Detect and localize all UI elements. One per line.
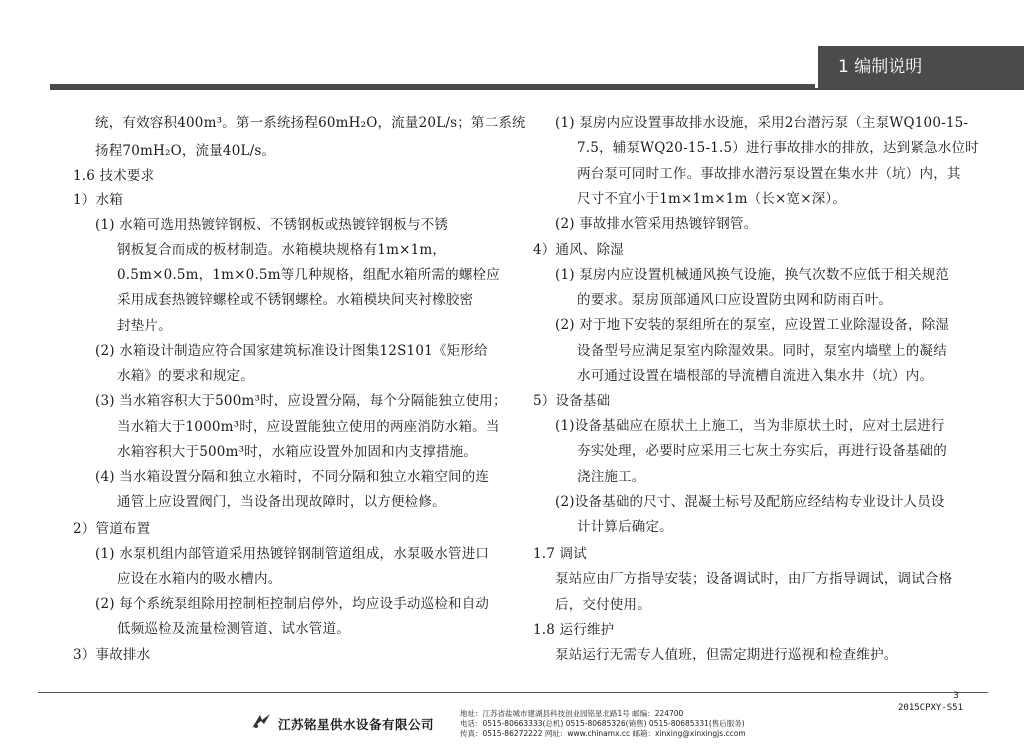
footer-address: 地址：江苏省盐城市建湖县科技创业园铭星北路1号 邮编：224700 <box>460 709 684 718</box>
right-text-line: 后，交付使用。 <box>555 597 651 613</box>
left-text-line: 3）事故排水 <box>73 647 151 663</box>
company-logo-icon <box>250 712 272 732</box>
left-text-line: 当水箱大于1000m³时，应设置能独立使用的两座消防水箱。当 <box>117 419 500 435</box>
right-text-line: (2)设备基础的尺寸、混凝土标号及配筋应经结构专业设计人员设 <box>555 494 945 510</box>
right-text-line: (2) 事故排水管采用热镀锌钢管。 <box>555 216 758 232</box>
right-text-line: (1) 泵房内应设置机械通风换气设施，换气次数不应低于相关规范 <box>555 267 950 283</box>
right-text-line: 泵站应由厂方指导安装；设备调试时，由厂方指导调试，调试合格 <box>555 571 953 587</box>
left-text-line: 通管上应设置阀门，当设备出现故障时，以方便检修。 <box>117 494 446 510</box>
right-text-line: 4）通风、除湿 <box>533 242 624 258</box>
left-text-line: 钢板复合而成的板材制造。水箱模块规格有1m×1m， <box>117 242 447 258</box>
company-name: 江苏铭星供水设备有限公司 <box>278 717 435 732</box>
left-text-line: 封垫片。 <box>117 318 172 334</box>
left-text-line: 采用成套热镀锌螺栓或不锈钢螺栓。水箱模块间夹衬橡胶密 <box>117 292 474 308</box>
right-text-line: 5）设备基础 <box>533 393 611 409</box>
left-text-line: (1) 水泵机组内部管道采用热镀锌钢制管道组成，水泵吸水管进口 <box>95 546 490 562</box>
page-number: 3 <box>953 691 959 701</box>
left-text-line: 低频巡检及流量检测管道、试水管道。 <box>117 621 350 637</box>
right-text-line: 尺寸不宜小于1m×1m×1m（长×宽×深）。 <box>577 191 847 207</box>
footer-phone: 电话：0515-80663333(总机) 0515-80685326(销售) 0515-80685331(售后服务) <box>460 719 745 728</box>
left-text-line: 水箱容积大于500m³时，水箱应设置外加固和内支撑措施。 <box>117 444 478 460</box>
right-text-line: 的要求。泵房顶部通风口应设置防虫网和防雨百叶。 <box>577 292 893 308</box>
right-text-line: 泵站运行无需专人值班，但需定期进行巡视和检查维护。 <box>555 647 898 663</box>
document-code: 2015CPXY-S51 <box>898 703 964 713</box>
right-text-line: 设备型号应满足泵室内除湿效果。同时，泵室内墙壁上的凝结 <box>577 343 947 359</box>
footer-fax-web-email: 传真：0515-86272222 网址：www.chinamx.cc 邮箱：xinxing@xinxingjs.ccom <box>460 729 746 738</box>
right-text-line: (1)设备基础应在原状土上施工，当为非原状土时，应对土层进行 <box>555 418 945 434</box>
right-text-line: 水可通过设置在墙根部的导流槽自流进入集水井（坑）内。 <box>577 368 934 384</box>
left-text-line: 统，有效容积400m³。第一系统扬程60mH₂O，流量20L/s；第二系统 <box>95 115 526 131</box>
right-text-line: 两台泵可同时工作。事故排水潜污泵设置在集水井（坑）内，其 <box>577 166 961 182</box>
left-text-line: (3) 当水箱容积大于500m³时，应设置分隔，每个分隔能独立使用； <box>95 393 507 409</box>
left-text-line: (2) 每个系统泵组除用控制柜控制启停外，均应设手动巡检和自动 <box>95 596 490 612</box>
left-text-line: 0.5m×0.5m，1m×0.5m等几种规格，组配水箱所需的螺栓应 <box>117 267 500 283</box>
right-text-line: (2) 对于地下安装的泵组所在的泵室，应设置工业除湿设备，除湿 <box>555 317 950 333</box>
footer-rule <box>38 692 988 693</box>
left-text-line: 应设在水箱内的吸水槽内。 <box>117 571 282 587</box>
right-text-line: 浇注施工。 <box>577 469 646 485</box>
header-rule-thin <box>815 88 1024 90</box>
header-rule <box>50 84 815 90</box>
right-text-line: 1.8 运行维护 <box>533 622 615 638</box>
left-text-line: (2) 水箱设计制造应符合国家建筑标准设计图集12S101《矩形给 <box>95 343 488 359</box>
right-text-line: (1) 泵房内应设置事故排水设施，采用2台潜污泵（主泵WQ100-15- <box>555 115 969 131</box>
left-text-line: 1）水箱 <box>73 192 123 208</box>
left-text-line: (4) 当水箱设置分隔和独立水箱时，不同分隔和独立水箱空间的连 <box>95 469 490 485</box>
left-text-line: 1.6 技术要求 <box>73 168 155 184</box>
left-text-line: 扬程70mH₂O，流量40L/s。 <box>95 143 276 159</box>
right-text-line: 1.7 调试 <box>533 546 587 562</box>
right-text-line: 计计算后确定。 <box>577 519 673 535</box>
right-text-line: 7.5，辅泵WQ20-15-1.5）进行事故排水的排放，达到紧急水位时 <box>577 140 979 156</box>
left-text-line: (1) 水箱可选用热镀锌钢板、不锈钢板或热镀锌钢板与不锈 <box>95 217 449 233</box>
section-title-tab: 1 编制说明 <box>818 46 1024 88</box>
right-text-line: 夯实处理，必要时应采用三七灰土夯实后，再进行设备基础的 <box>577 443 947 459</box>
left-text-line: 水箱》的要求和规定。 <box>117 368 254 384</box>
left-text-line: 2）管道布置 <box>73 521 151 537</box>
